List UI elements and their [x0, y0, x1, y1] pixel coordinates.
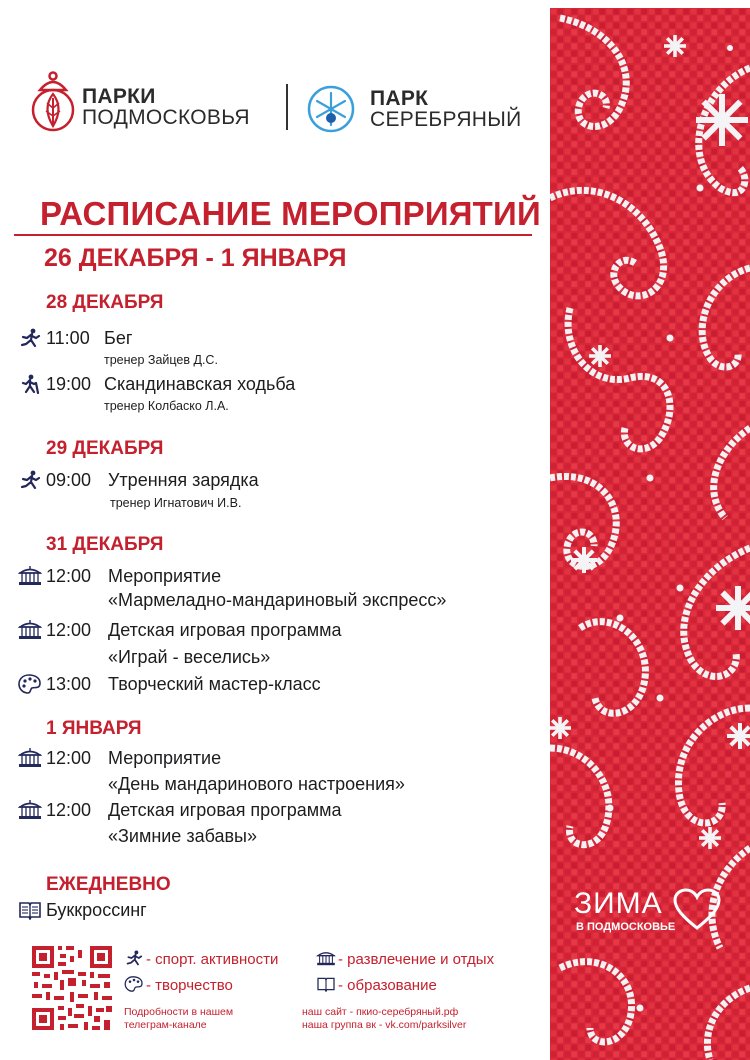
event-name: Бег	[104, 328, 133, 348]
legend-sport-label: - спорт. активности	[146, 951, 279, 968]
event-name: Скандинавская ходьба	[104, 374, 296, 394]
event-trainer: тренер Зайцев Д.С.	[104, 353, 218, 367]
event-name: Утренняя зарядка	[108, 470, 259, 490]
event-name: Детская игровая программа	[108, 800, 342, 820]
day-heading-daily: ЕЖЕДНЕВНО	[46, 874, 171, 895]
event-trainer: тренер Колбаско Л.А.	[104, 399, 229, 413]
carousel-icon	[18, 620, 42, 640]
park-serebryany-logo-icon	[306, 84, 356, 134]
running-icon	[18, 328, 42, 348]
legend-education	[316, 976, 437, 995]
event-detail: «Мармеладно-мандариновый экспресс»	[108, 590, 447, 610]
carousel-icon	[18, 800, 42, 820]
website-link[interactable]: наш сайт - пкио-серебряный.рф	[302, 1006, 459, 1018]
legend-education-label: - образование	[338, 977, 437, 994]
walking-icon	[18, 374, 42, 394]
telegram-note-line1: Подробности в нашем	[124, 1006, 234, 1018]
logo-parks-line2: ПОДМОСКОВЬЯ	[82, 106, 250, 129]
event-trainer: тренер Игнатович И.В.	[110, 496, 242, 510]
park-serebryany-logo-text	[370, 88, 522, 130]
heart-icon	[672, 888, 722, 932]
logo-divider	[286, 84, 288, 130]
event-detail: «День мандаринового настроения»	[108, 774, 405, 794]
date-range: 26 ДЕКАБРЯ - 1 ЯНВАРЯ	[44, 244, 347, 272]
carousel-icon	[18, 566, 42, 586]
legend-creative-label: - творчество	[146, 977, 233, 994]
event-detail: «Зимние забавы»	[108, 826, 258, 846]
event-time: 11:00	[46, 328, 90, 348]
telegram-note-line2: телеграм-канале	[124, 1019, 207, 1031]
day-heading-28-dec: 28 ДЕКАБРЯ	[46, 292, 164, 313]
page-title: РАСПИСАНИЕ МЕРОПРИЯТИЙ	[40, 195, 541, 232]
legend-creative	[124, 976, 233, 995]
logo-park-line1: ПАРК	[370, 87, 429, 110]
event-time: 12:00	[46, 566, 92, 586]
logo-header	[24, 64, 524, 136]
parks-podmoskovya-logo-text	[82, 86, 250, 128]
vk-group-link[interactable]: наша группа вк - vk.com/parksilver	[302, 1019, 467, 1031]
zima-branding	[574, 888, 724, 940]
legend-fun	[316, 950, 494, 969]
title-underline	[14, 234, 532, 236]
palette-icon	[124, 976, 144, 992]
event-name: Буккроссинг	[46, 900, 147, 920]
event-time: 13:00	[46, 674, 92, 694]
event-name: Творческий мастер-класс	[108, 674, 321, 694]
event-time: 19:00	[46, 374, 92, 394]
event-time: 12:00	[46, 748, 92, 768]
event-time: 09:00	[46, 470, 92, 490]
carousel-icon	[18, 748, 42, 768]
qr-code	[30, 944, 114, 1032]
legend-sport	[124, 950, 278, 969]
zima-title: ЗИМА	[574, 887, 663, 920]
event-name: Мероприятие	[108, 748, 222, 768]
event-time: 12:00	[46, 620, 92, 640]
running-icon	[18, 470, 42, 490]
palette-icon	[18, 674, 42, 694]
book-icon	[18, 900, 42, 920]
parks-podmoskovya-logo-icon	[28, 68, 78, 134]
event-name: Детская игровая программа	[108, 620, 342, 640]
day-heading-31-dec: 31 ДЕКАБРЯ	[46, 534, 164, 555]
book-icon	[316, 976, 336, 992]
event-detail: «Играй - веселись»	[108, 647, 271, 667]
event-name: Мероприятие	[108, 566, 222, 586]
day-heading-29-dec: 29 ДЕКАБРЯ	[46, 438, 164, 459]
day-heading-1-jan: 1 ЯНВАРЯ	[46, 718, 142, 739]
zima-subtitle: В ПОДМОСКОВЬЕ	[576, 921, 676, 933]
carousel-icon	[316, 950, 336, 966]
logo-park-line2: СЕРЕБРЯНЫЙ	[370, 108, 522, 131]
legend-fun-label: - развлечение и отдых	[338, 951, 495, 968]
event-time: 12:00	[46, 800, 92, 820]
logo-parks-line1: ПАРКИ	[82, 85, 156, 108]
running-icon	[124, 950, 144, 966]
